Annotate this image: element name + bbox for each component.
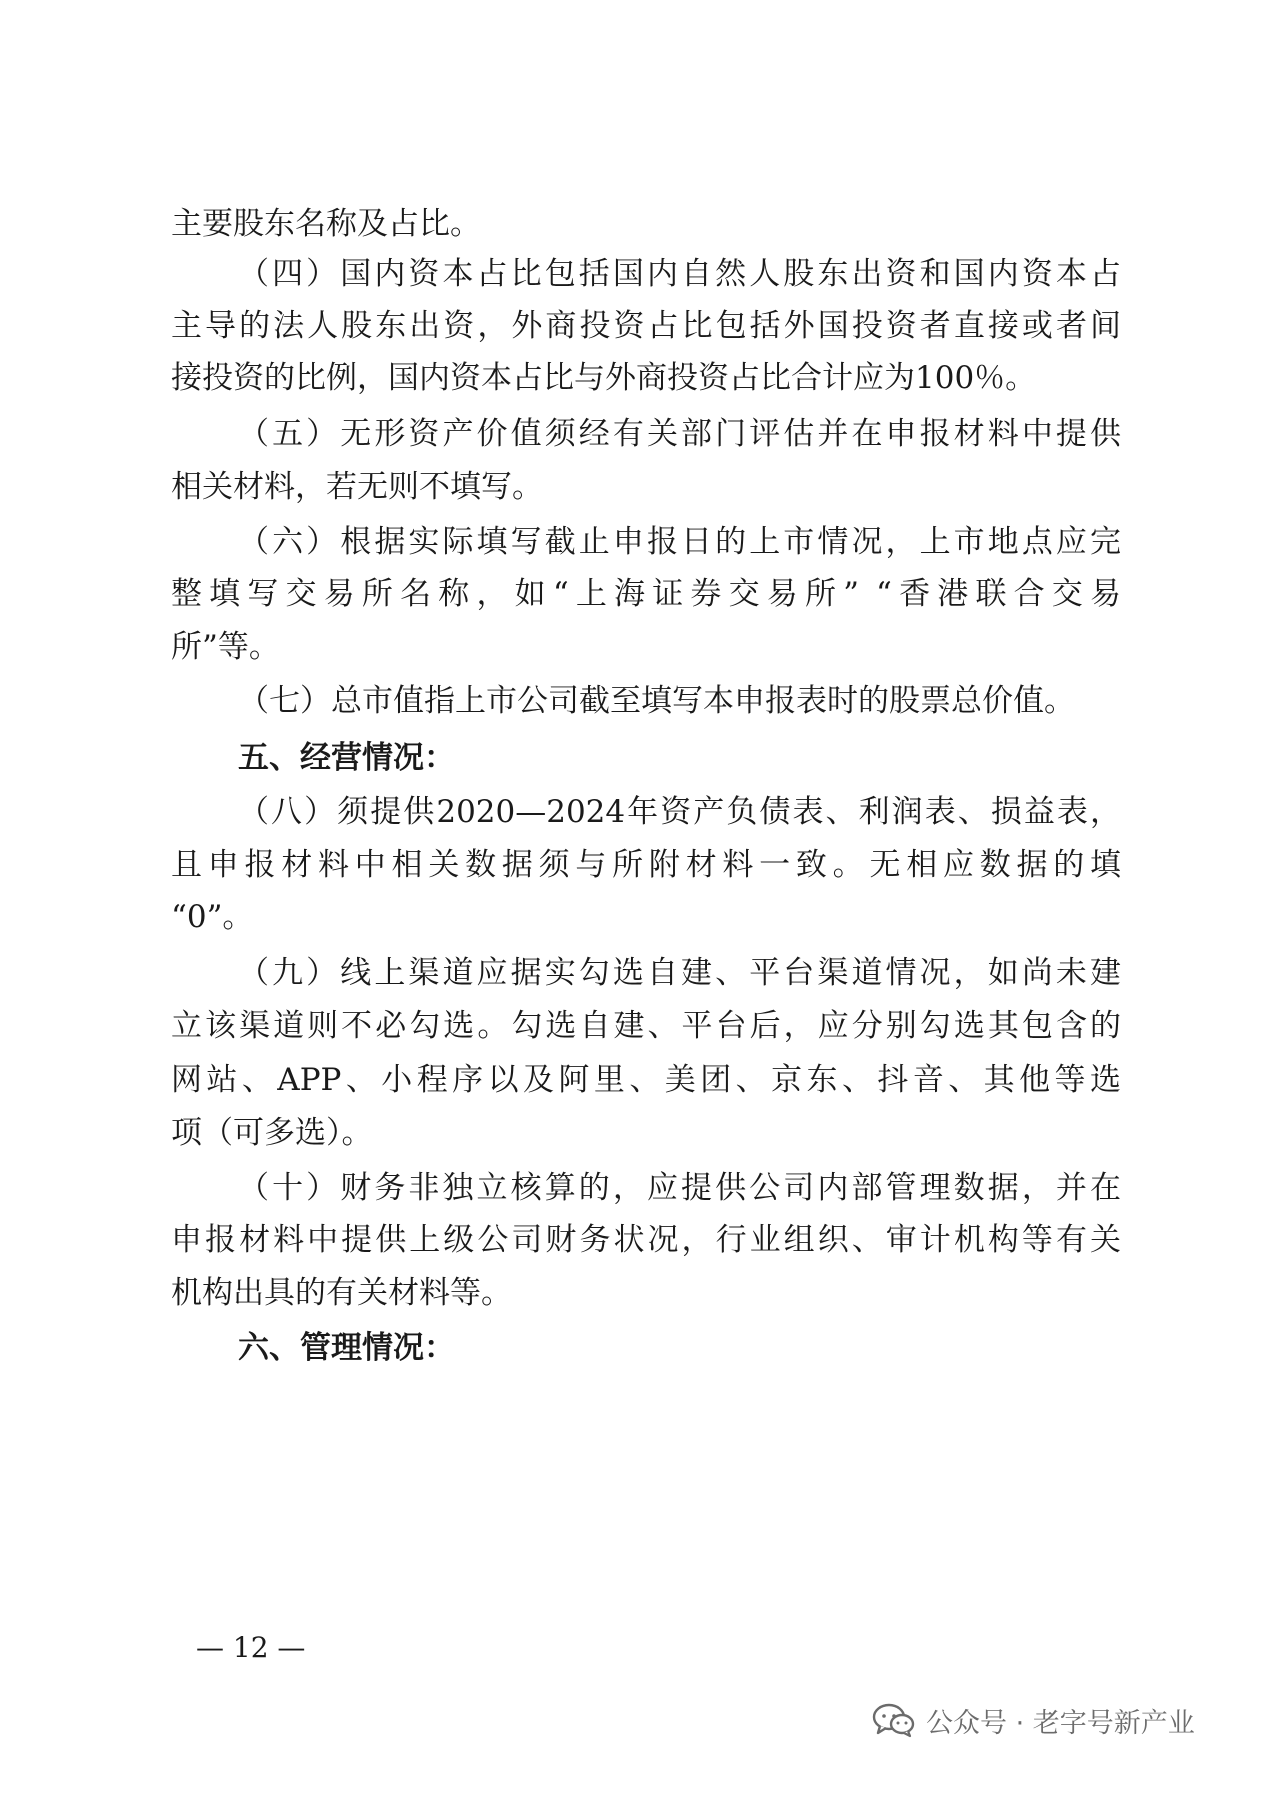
paragraph-6-line-2: 整填写交易所名称，如“上海证券交易所” “香港联合交易 bbox=[171, 576, 1121, 612]
page-number: — 12 — bbox=[196, 1631, 306, 1664]
paragraph-8-line-1: （八）须提供2020—2024年资产负债表、利润表、损益表， bbox=[238, 794, 1121, 830]
section-heading-5: 五、经营情况： bbox=[238, 740, 455, 776]
paragraph-9-line-2: 立该渠道则不必勾选。勾选自建、平台后，应分别勾选其包含的 bbox=[171, 1008, 1121, 1044]
watermark bbox=[872, 1698, 1195, 1742]
paragraph-8-line-2: 且申报材料中相关数据须与所附材料一致。无相应数据的填 bbox=[171, 847, 1121, 883]
paragraph-9-line-1: （九）线上渠道应据实勾选自建、平台渠道情况，如尚未建 bbox=[238, 955, 1121, 991]
paragraph-8-line-3: “0”。 bbox=[171, 899, 254, 935]
paragraph-4-line-2: 主导的法人股东出资，外商投资占比包括外国投资者直接或者间 bbox=[171, 308, 1121, 344]
paragraph-4-line-3: 接投资的比例，国内资本占比与外商投资占比合计应为100％。 bbox=[171, 360, 1037, 396]
paragraph-9-line-4: 项（可多选）。 bbox=[171, 1115, 373, 1151]
paragraph-6-line-3: 所”等。 bbox=[171, 629, 280, 665]
paragraph-5-line-1: （五）无形资产价值须经有关部门评估并在申报材料中提供 bbox=[238, 416, 1121, 452]
paragraph-5-line-2: 相关材料，若无则不填写。 bbox=[171, 469, 543, 505]
paragraph-10-line-2: 申报材料中提供上级公司财务状况，行业组织、审计机构等有关 bbox=[171, 1222, 1121, 1258]
watermark-text: 公众号 · 老字号新产业 bbox=[926, 1707, 1195, 1739]
paragraph-7-line-1: （七）总市值指上市公司截至填写本申报表时的股票总价值。 bbox=[238, 683, 1075, 719]
text-line-1: 主要股东名称及占比。 bbox=[171, 206, 481, 242]
wechat-icon bbox=[872, 1702, 916, 1738]
section-heading-6: 六、管理情况： bbox=[238, 1330, 455, 1366]
paragraph-4-line-1: （四）国内资本占比包括国内自然人股东出资和国内资本占 bbox=[238, 256, 1121, 292]
paragraph-10-line-1: （十）财务非独立核算的，应提供公司内部管理数据，并在 bbox=[238, 1170, 1121, 1206]
paragraph-10-line-3: 机构出具的有关材料等。 bbox=[171, 1275, 512, 1311]
paragraph-6-line-1: （六）根据实际填写截止申报日的上市情况，上市地点应完 bbox=[238, 524, 1121, 560]
paragraph-9-line-3: 网站、APP、小程序以及阿里、美团、京东、抖音、其他等选 bbox=[171, 1062, 1121, 1098]
